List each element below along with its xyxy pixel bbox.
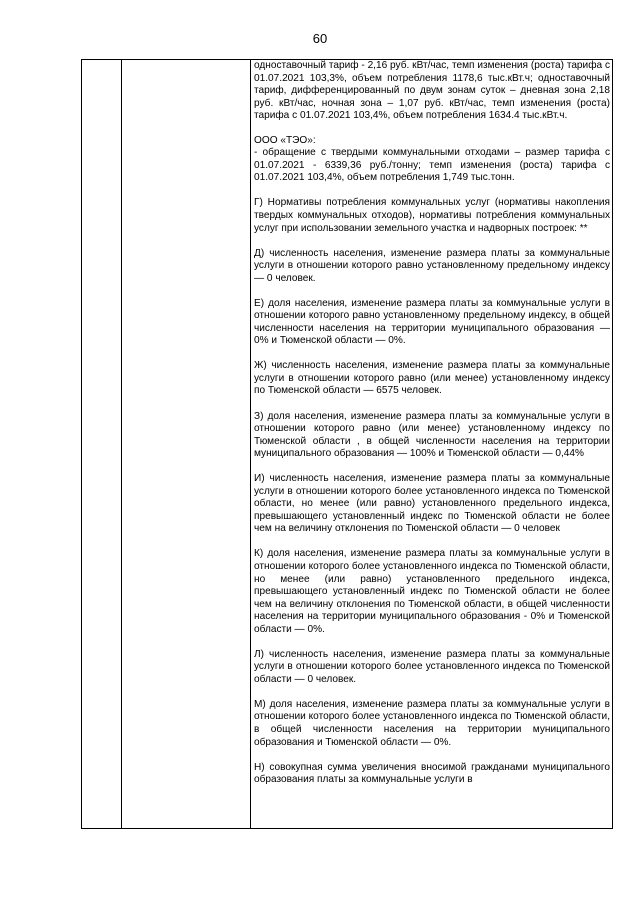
paragraph-zh-population: Ж) численность населения, изменение размера платы за коммунальные услуги в отношении которого равно (или менее) установленному индексу по Тюменской области — 6575 человек. (254, 360, 610, 397)
table-column-content (254, 60, 610, 828)
table-column-number (82, 60, 122, 828)
paragraph-tariff-electricity: одноставочный тариф - 2,16 руб. кВт/час, темп изменения (роста) тарифа с 01.07.2021 103,3%, объем потребления 1178,6 тыс.кВт.ч; одноставочный тариф, дифференцированный по двум зонам суток – дневная зона 2,18 руб. кВт/час, ночная зона – 1,07 руб. кВт/час, темп изменения (роста) тарифа с 01.07.2021 103,4%, объем потребления 1634.4 тыс.кВт.ч. (254, 60, 610, 122)
paragraph-g-norms: Г) Нормативы потребления коммунальных услуг (нормативы накопления твердых коммунальных отходов), нормативы потребления коммунальных услуг при использовании земельного участка и надворных построек: ** (254, 197, 610, 234)
paragraph-m-share: М) доля населения, изменение размера платы за коммунальные услуги в отношении которого более установленного индекса по Тюменской области, в общей численности населения на территории муниципального образования и Тюменской области — 0%. (254, 698, 610, 748)
paragraph-i-population: И) численность населения, изменение размера платы за коммунальные услуги в отношении которого более установленного индекса по Тюменской области, но менее (или равно) установленного предельного индекса, превышающего установленный индекс по Тюменской области не более чем на величину отклонения по Тюменской области — 0 человек (254, 473, 610, 535)
paragraph-teo-waste: ООО «ТЭО»: - обращение с твердыми коммунальными отходами – размер тарифа с 01.07.2021 - 6339,36 руб./тонну; темп изменения (роста) тарифа с 01.07.2021 103,4%, объем потребления 1,749 тыс.тонн. (254, 134, 610, 184)
paragraph-z-share: З) доля населения, изменение размера платы за коммунальные услуги в отношении которого равно (или менее) установленному индексу по Тюменской области , в общей численности населения на территории муниципального образования — 100% и Тюменской области — 0,44% (254, 410, 610, 460)
page-number: 60 (312, 31, 328, 46)
paragraph-k-share: К) доля населения, изменение размера платы за коммунальные услуги в отношении которого более установленного индекса по Тюменской области, но менее (или равно) установленного предельного индекса, превышающего установленный индекс по Тюменской области не более чем на величину отклонения по Тюменской области, в общей численности населения на территории муниципального образования - 0% и Тюменской области — 0%. (254, 548, 610, 635)
paragraph-n-total: Н) совокупная сумма увеличения вносимой гражданами муниципального образования платы за коммунальные услуги в (254, 761, 610, 786)
paragraph-d-population: Д) численность населения, изменение размера платы за коммунальные услуги в отношении которого равно установленному предельному индексу — 0 человек. (254, 247, 610, 284)
table-column-name (122, 60, 251, 828)
document-table (81, 59, 613, 829)
paragraph-l-population: Л) численность населения, изменение размера платы за коммунальные услуги в отношении которого более установленного индекса по Тюменской области — 0 человек. (254, 648, 610, 685)
paragraph-e-share: Е) доля населения, изменение размера платы за коммунальные услуги в отношении которого равно установленному предельному индексу, в общей численности населения на территории муниципального образования — 0% и Тюменской области — 0%. (254, 297, 610, 347)
